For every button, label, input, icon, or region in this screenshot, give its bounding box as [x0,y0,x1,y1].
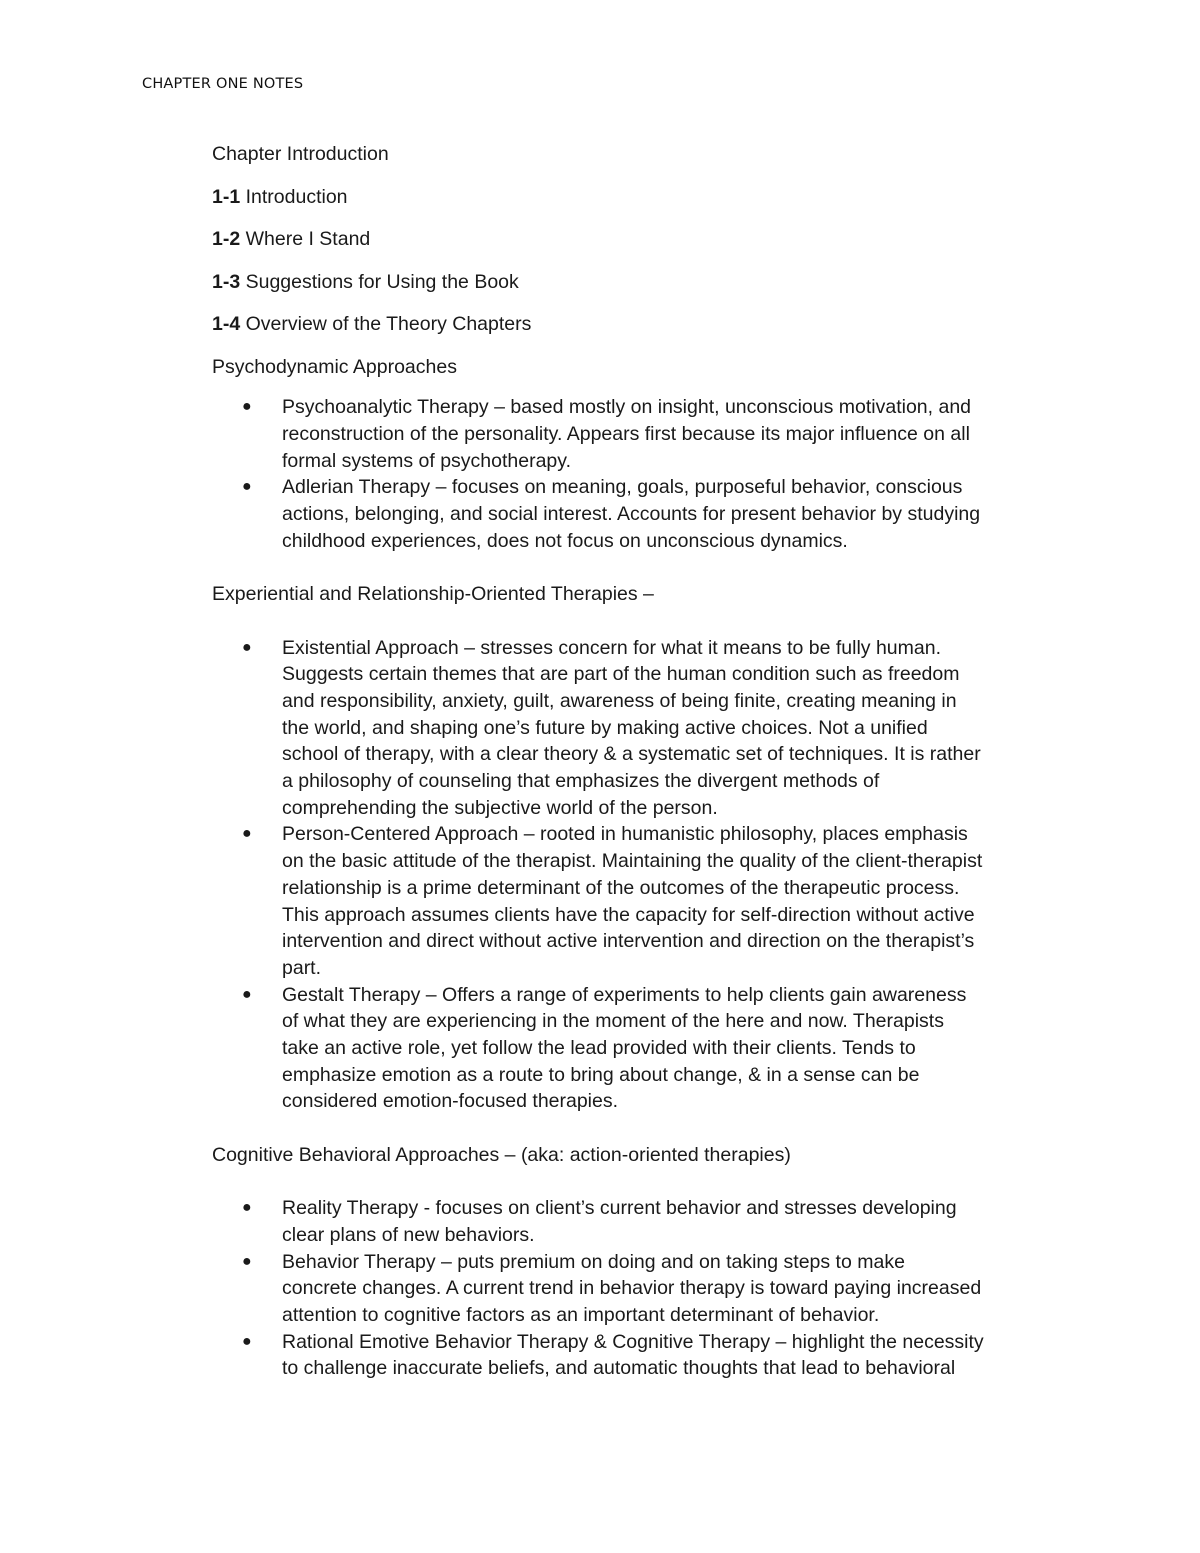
list-item: ● Existential Approach – stresses concern for what it means to be fully human. Suggests certain themes that are part of the human condition such as freedom and responsibility, anxiety, guilt, awareness of being finite, creating meaning in the world, and shaping one’s future by making active choices. Not a unified school of therapy, with a clear theory & a systematic set of techniques. It is rather a philosophy of counseling that emphasizes the divergent methods of comprehending the subjective world of the person. [242,636,981,819]
toc-entry [212,184,1082,211]
bullet-icon: ● [242,1332,252,1350]
bullet-list [212,635,1082,1116]
section-heading: Psychodynamic Approaches [212,355,457,378]
list-item: ● Behavior Therapy – puts premium on doing and on taking steps to make concrete changes. A current trend in behavior therapy is toward paying increased attention to cognitive factors as an important determinant of behavior. [242,1250,982,1327]
section-heading: Cognitive Behavioral Approaches – (aka: action-oriented therapies) [212,1143,791,1166]
toc-number: 1-1 [212,185,241,208]
bullet-list [212,394,1082,554]
bullet-list [212,1195,1082,1382]
bullet-icon: ● [242,825,252,843]
toc-title: Introduction [245,185,348,208]
toc-title: Where I Stand [245,228,371,250]
list-item: ● Rational Emotive Behavior Therapy & Cognitive Therapy – highlight the necessity to challenge inaccurate beliefs, and automatic thoughts that lead to behavioral [242,1330,984,1380]
bullet-icon: ● [242,1252,252,1270]
section-heading: Experiential and Relationship-Oriented Therapies – [212,583,654,606]
bullet-icon: ● [242,985,252,1003]
list-item: ● Adlerian Therapy – focuses on meaning, goals, purposeful behavior, conscious actions, belonging, and social interest. Accounts for present behavior by studying childhood experiences, does not focus on unconscious dynamics. [242,476,981,552]
document-body [212,141,1082,1382]
toc-title: Overview of the Theory Chapters [245,313,532,335]
page-header: CHAPTER ONE NOTES [142,76,304,92]
list-item: ● Psychoanalytic Therapy – based mostly on insight, unconscious motivation, and reconstruction of the personality. Appears first because its major influence on all formal systems of psychotherapy. [242,396,972,472]
list-item: ● Reality Therapy - focuses on client’s current behavior and stresses developing clear plans of new behaviors. [242,1197,957,1246]
toc-entry [212,226,1082,253]
toc-entry [212,269,1082,296]
list-item: ● Gestalt Therapy – Offers a range of experiments to help clients gain awareness of what they are experiencing in the moment of the here and now. Therapists take an active role, yet follow the lead provided with their clients. Tends to emphasize emotion as a route to bring about change, & in a sense can be considered emotion-focused therapies. [242,983,967,1113]
toc-number: 1-2 [212,228,241,250]
bullet-icon: ● [242,398,252,416]
list-item: ● Person-Centered Approach – rooted in humanistic philosophy, places emphasis on the basic attitude of the therapist. Maintaining the quality of the client-therapist relationship is a prime determinant of the outcomes of the therapeutic process. This approach assumes clients have the capacity for self-direction without active intervention and direct without active intervention and direction on the therapist’s part. [242,823,983,979]
toc-number: 1-3 [212,270,241,293]
bullet-icon: ● [242,478,252,496]
chapter-introduction: Chapter Introduction [212,143,389,165]
toc-entry [212,311,1082,338]
toc-number: 1-4 [212,313,241,335]
toc-title: Suggestions for Using the Book [245,270,519,293]
bullet-icon: ● [242,1199,252,1217]
bullet-icon: ● [242,638,252,656]
